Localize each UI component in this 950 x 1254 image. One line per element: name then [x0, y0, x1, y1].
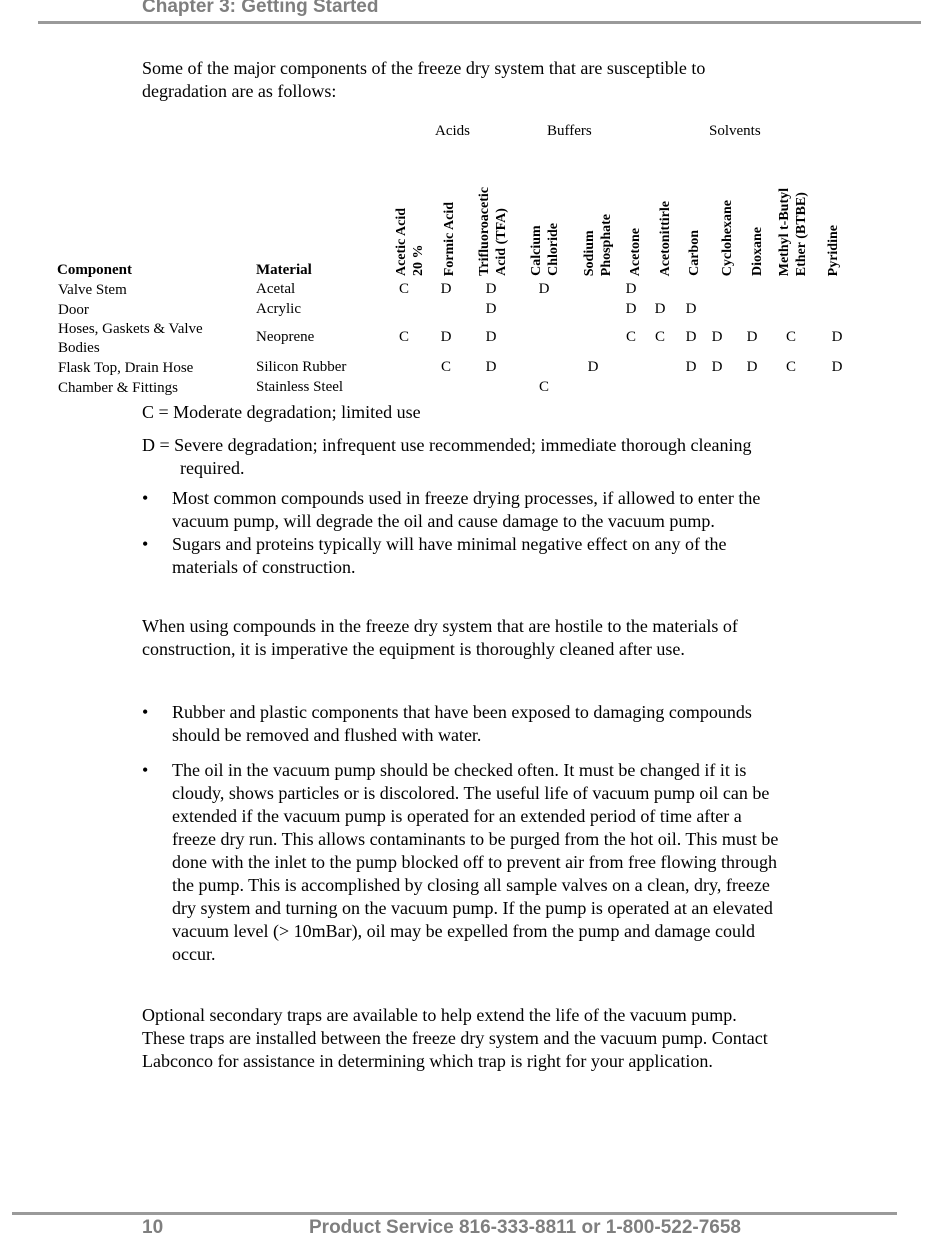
- cell-rating: D: [440, 281, 452, 297]
- legend-d: D = Severe degradation; infrequent use recommended; immediate thorough cleaning required.: [142, 435, 752, 478]
- chapter-header: Chapter 3: Getting Started: [142, 0, 379, 17]
- cell-rating: D: [685, 329, 697, 345]
- page-number: 10: [142, 1217, 164, 1238]
- cell-rating: D: [625, 281, 637, 297]
- cell-material: Acetal: [256, 281, 296, 297]
- group-header-solvents: Solvents: [709, 123, 761, 139]
- table-row: [0, 358, 950, 378]
- cell-material: Silicon Rubber: [256, 359, 347, 375]
- bullet-dot: •: [142, 534, 149, 554]
- cell-rating: D: [587, 359, 599, 375]
- col-header-cyclohexane: Cyclohexane: [720, 199, 735, 276]
- col-header-acetic-acid: Acetic Acid 20 %: [394, 207, 426, 276]
- table-row: [0, 280, 950, 300]
- cell-rating: D: [654, 300, 666, 317]
- cell-rating: D: [831, 359, 843, 375]
- cell-rating: D: [625, 300, 637, 317]
- bullet-text: Rubber and plastic components that have been exposed to damaging compounds should be removed and flushed with water.: [172, 702, 752, 745]
- col-header-formic-acid: Formic Acid: [442, 201, 457, 276]
- bullet-dot: •: [142, 760, 149, 780]
- cell-component: Flask Top, Drain Hose: [58, 360, 194, 376]
- list-item: [142, 701, 782, 747]
- cell-component: Valve Stem: [58, 282, 127, 298]
- header-rule: [38, 21, 921, 24]
- group-header-buffers: Buffers: [547, 123, 592, 139]
- cell-rating: D: [485, 300, 497, 317]
- bullet-text: The oil in the vacuum pump should be checked often. It must be changed if it is cloudy, shows particles or is discolored. The useful life of vacuum pump oil can be extended if the vacuum pump is operated for an extended period of time after a freeze dry run. This allows contaminants to be purged from the hot oil. This must be done with the inlet to the pump blocked off to prevent air from free flowing through the pump. This is accomplished by closing all sample valves on a clean, dry, freeze dry system and turning on the vacuum pump. If the pump is operated at an elevated vacuum level (> 10mBar), oil may be expelled from the pump and damage could occur.: [172, 760, 779, 964]
- table-row: [0, 319, 950, 358]
- cell-rating: C: [654, 329, 665, 345]
- table-group-headers: [0, 123, 950, 143]
- paragraph-2: When using compounds in the freeze dry system that are hostile to the materials of construction, it is imperative the equipment is thoroughly cleaned after use.: [142, 616, 738, 659]
- col-header-calcium-chloride: Calcium Chloride: [529, 223, 561, 276]
- cell-rating: D: [485, 281, 497, 297]
- col-header-sodium-phosphate: Sodium Phosphate: [582, 213, 614, 276]
- cell-rating: C: [785, 329, 796, 345]
- cell-rating: D: [440, 329, 452, 345]
- list-item: [142, 487, 782, 533]
- bullet-text: Most common compounds used in freeze drying processes, if allowed to enter the vacuum pump, will degrade the oil and cause damage to the vacuum pump.: [172, 488, 761, 531]
- legend-c: C = Moderate degradation; limited use: [142, 402, 421, 422]
- cell-rating: D: [485, 329, 497, 345]
- col-header-acetonitrile: Acetonittirle: [658, 200, 673, 276]
- cell-rating: D: [685, 300, 697, 317]
- cell-component: Hoses, Gaskets & Valve Bodies: [58, 321, 203, 356]
- cell-rating: C: [440, 359, 451, 375]
- footer-service-phone: Product Service 816-333-8811 or 1-800-522-7658: [309, 1217, 741, 1238]
- col-header-carbon: Carbon: [687, 230, 702, 276]
- bullet-text: Sugars and proteins typically will have minimal negative effect on any of the materials of construction.: [172, 534, 727, 577]
- cell-material: Stainless Steel: [256, 378, 344, 395]
- col-header-tfa: Trifluoroacetic Acid (TFA): [477, 187, 509, 276]
- cell-rating: D: [485, 359, 497, 375]
- header-component: Component: [57, 262, 133, 278]
- cell-rating: C: [785, 359, 796, 375]
- col-header-pyridine: Pyridine: [826, 224, 841, 276]
- cell-rating: C: [538, 378, 549, 395]
- intro-paragraph: Some of the major components of the freeze dry system that are susceptible to degradation are as follows:: [142, 58, 706, 101]
- col-header-acetone: Acetone: [628, 227, 643, 276]
- col-header-mtbe: Methyl t-Butyl Ether (BTBE): [777, 187, 809, 276]
- list-item: [142, 759, 782, 966]
- header-material: Material: [256, 262, 312, 278]
- list-item: [142, 533, 782, 579]
- table-column-headers: [0, 152, 950, 276]
- cell-rating: D: [711, 329, 723, 345]
- table-row-headers: [0, 262, 950, 280]
- paragraph-3: Optional secondary traps are available to help extend the life of the vacuum pump. These traps are installed between the freeze dry system and the vacuum pump. Contact Labconco for assistance in determining which trap is right for your application.: [142, 1005, 768, 1071]
- cell-rating: D: [831, 329, 843, 345]
- footer-rule: [12, 1212, 897, 1215]
- cell-component: Chamber & Fittings: [58, 379, 178, 396]
- col-header-dioxane: Dioxane: [750, 227, 765, 276]
- degradation-table: [0, 280, 950, 397]
- cell-material: Neoprene: [256, 329, 315, 345]
- cell-rating: D: [538, 281, 550, 297]
- group-header-acids: Acids: [435, 123, 470, 139]
- cell-material: Acrylic: [256, 300, 301, 317]
- bullet-list-2: [142, 701, 782, 966]
- cell-rating: D: [746, 359, 758, 375]
- table-row: [0, 300, 950, 320]
- bullet-dot: •: [142, 488, 149, 508]
- table-row: [0, 378, 950, 398]
- cell-rating: D: [711, 359, 723, 375]
- cell-component: Door: [58, 301, 89, 318]
- cell-rating: C: [398, 329, 409, 345]
- cell-rating: C: [625, 329, 636, 345]
- bullet-list-1: [142, 487, 782, 579]
- cell-rating: C: [398, 281, 409, 297]
- cell-rating: D: [685, 359, 697, 375]
- bullet-dot: •: [142, 702, 149, 722]
- cell-rating: D: [746, 329, 758, 345]
